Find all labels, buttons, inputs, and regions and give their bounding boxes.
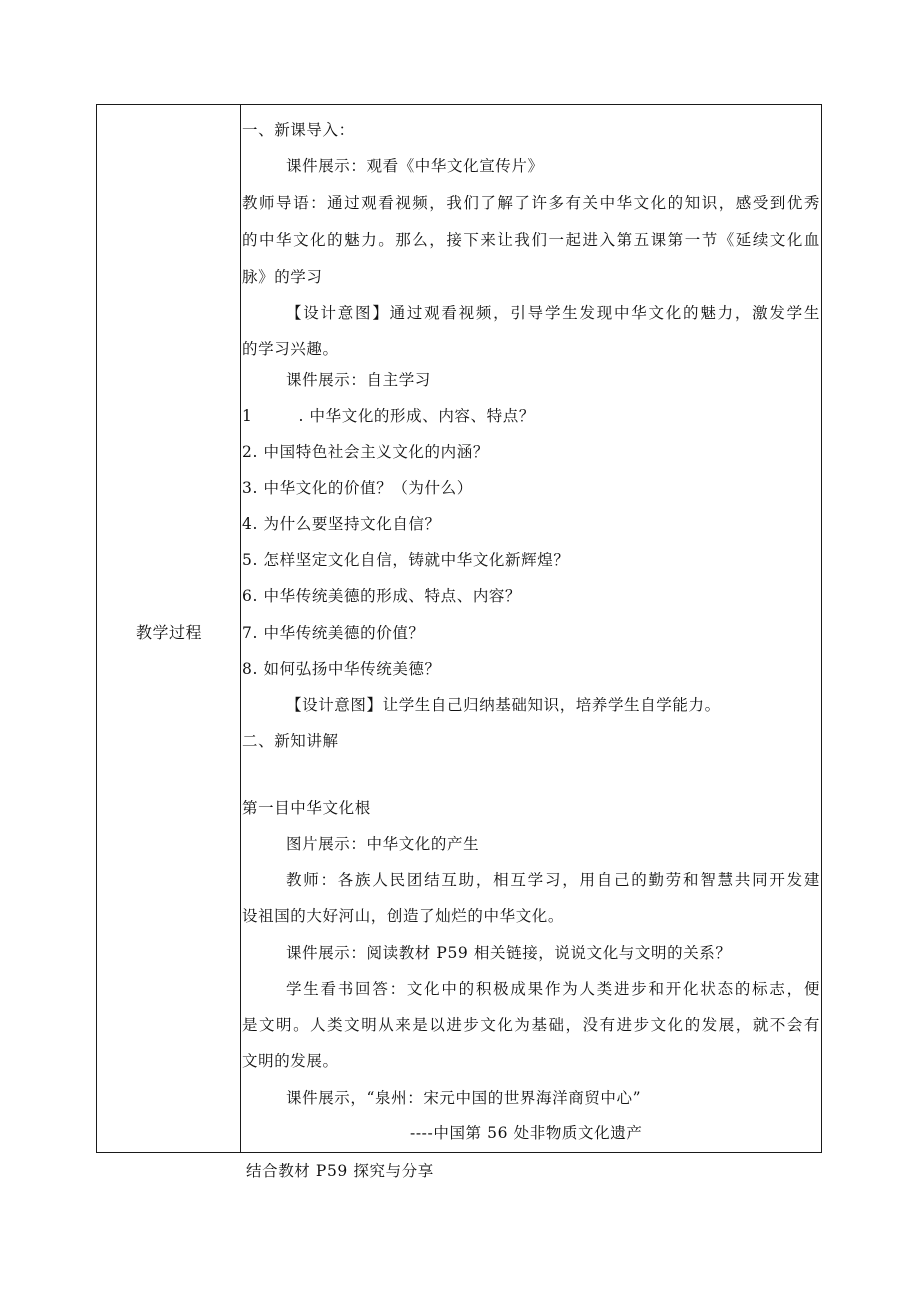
list-item: 7. 中华传统美德的价值？ bbox=[242, 624, 425, 642]
paragraph-line: 教师：各族人民团结互助，相互学习，用自己的勤劳和智慧共同开发建 bbox=[286, 871, 820, 889]
paragraph-line: 文明的发展。 bbox=[242, 1052, 339, 1070]
list-text: . 中华文化的形成、内容、特点？ bbox=[298, 407, 535, 425]
paragraph-line: 是文明。人类文明从来是以进步文化为基础，没有进步文化的发展，就不会有 bbox=[242, 1016, 820, 1034]
paragraph-line: 图片展示：中华文化的产生 bbox=[286, 835, 480, 853]
paragraph-line: 教师导语：通过观看视频，我们了解了许多有关中华文化的知识，感受到优秀 bbox=[242, 194, 820, 212]
content-cell bbox=[242, 105, 822, 1152]
subsection-heading: 第一目中华文化根 bbox=[242, 799, 371, 817]
paragraph-line: 学生看书回答：文化中的积极成果作为人类进步和开化状态的标志，便 bbox=[286, 980, 820, 998]
paragraph-line: 的中华文化的魅力。那么，接下来让我们一起进入第五课第一节《延续文化血 bbox=[242, 231, 820, 249]
citation-line: ----中国第 56 处非物质文化遗产 bbox=[410, 1124, 643, 1142]
paragraph-line: 脉》的学习 bbox=[242, 268, 323, 286]
list-number: 1 bbox=[242, 407, 253, 425]
section-heading-explain: 二、新知讲解 bbox=[242, 732, 339, 750]
paragraph-line: 课件展示：自主学习 bbox=[286, 371, 431, 389]
row-label: 教学过程 bbox=[135, 623, 202, 642]
trailing-text: 结合教材 P59 探究与分享 bbox=[246, 1162, 434, 1180]
paragraph-line: 课件展示，“泉州：宋元中国的世界海洋商贸中心” bbox=[286, 1089, 642, 1107]
list-item bbox=[242, 406, 822, 426]
paragraph-line: 设祖国的大好河山，创造了灿烂的中华文化。 bbox=[242, 907, 565, 925]
paragraph-line: 课件展示：阅读教材 P59 相关链接，说说文化与文明的关系？ bbox=[286, 944, 732, 962]
list-item: 6. 中华传统美德的形成、特点、内容？ bbox=[242, 587, 522, 605]
paragraph-line: 的学习兴趣。 bbox=[242, 340, 339, 358]
design-intent-line: 【设计意图】通过观看视频，引导学生发现中华文化的魅力，激发学生 bbox=[286, 304, 820, 322]
section-heading-intro: 一、新课导入： bbox=[242, 121, 355, 139]
row-label-cell bbox=[97, 105, 241, 1152]
paragraph-line: 课件展示：观看《中华文化宣传片》 bbox=[286, 157, 544, 175]
design-intent-line: 【设计意图】让学生自己归纳基础知识，培养学生自学能力。 bbox=[286, 696, 721, 714]
lesson-table bbox=[96, 104, 822, 1153]
list-item: 2. 中国特色社会主义文化的内涵？ bbox=[242, 443, 489, 461]
list-item: 5. 怎样坚定文化自信，铸就中华文化新辉煌？ bbox=[242, 551, 570, 569]
list-item: 8. 如何弘扬中华传统美德？ bbox=[242, 660, 441, 678]
list-item: 4. 为什么要坚持文化自信？ bbox=[242, 515, 441, 533]
list-item: 3. 中华文化的价值？（为什么） bbox=[242, 479, 473, 497]
